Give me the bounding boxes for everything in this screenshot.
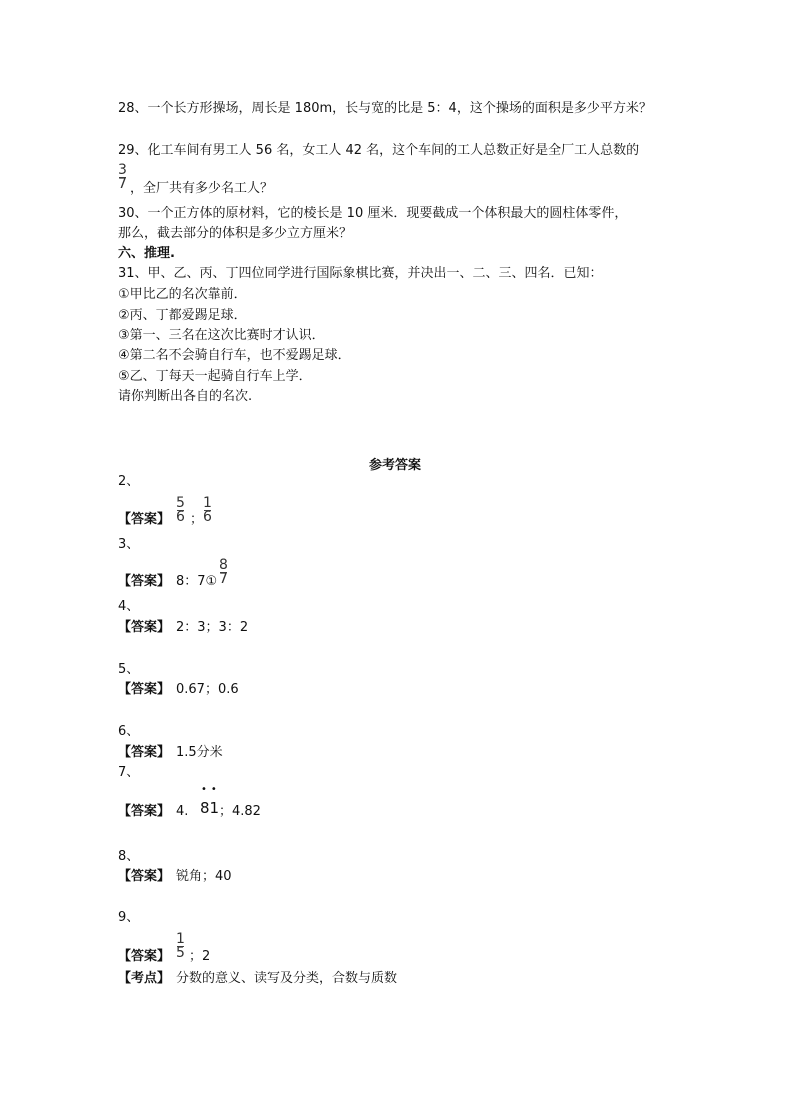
answer-9-kaodian: 分数的意义、读写及分类，合数与质数 bbox=[176, 971, 398, 986]
section-heading-reasoning: 六、推理. bbox=[118, 246, 175, 261]
answer-9-number: 9、 bbox=[118, 910, 140, 925]
answer-5-number: 5、 bbox=[118, 662, 140, 677]
condition-3: ③第一、三名在这次比赛时才认识． bbox=[118, 328, 325, 343]
kaodian-label: 【考点】 bbox=[118, 971, 171, 986]
question-29-line2: ，全厂共有多少名工人？ bbox=[130, 181, 274, 196]
answer-9-text: ；2 bbox=[189, 949, 211, 964]
question-29-line1: 29、化工车间有男工人 56 名，女工人 42 名，这个车间的工人总数正好是全厂工人总数的 bbox=[118, 143, 640, 158]
answer-label: 【答案】 bbox=[118, 574, 171, 589]
condition-5: ⑤乙、丁每天一起骑自行车上学． bbox=[118, 369, 312, 384]
answer-label: 【答案】 bbox=[118, 804, 171, 819]
fraction-denominator: 6 bbox=[176, 509, 185, 525]
answer-6-text: 1.5分米 bbox=[176, 745, 223, 760]
fraction-denominator: 7 bbox=[219, 571, 228, 587]
fraction-3-7 bbox=[118, 164, 127, 191]
condition-1: ①甲比乙的名次靠前． bbox=[118, 287, 247, 302]
repeating-decimal-dots: •• bbox=[201, 784, 221, 795]
answer-label: 【答案】 bbox=[118, 682, 171, 697]
answer-separator: ； bbox=[190, 512, 204, 527]
answer-7-number: 7、 bbox=[118, 765, 140, 780]
answer-7-text-b: ；4.82 bbox=[219, 804, 261, 819]
answer-2-number: 2、 bbox=[118, 474, 140, 489]
question-31-ask: 请你判断出各自的名次. bbox=[118, 389, 253, 404]
answer-label: 【答案】 bbox=[118, 512, 171, 527]
answer-7-text-a: 4. bbox=[176, 804, 189, 819]
answer-label: 【答案】 bbox=[118, 869, 171, 884]
question-30-line1: 30、一个正方体的原材料，它的棱长是 10 厘米．现要截成一个体积最大的圆柱体零件， bbox=[118, 206, 628, 221]
answer-label: 【答案】 bbox=[118, 949, 171, 964]
fraction-denominator: 6 bbox=[203, 509, 212, 525]
fraction-numerator: 1 bbox=[203, 495, 212, 511]
fraction-8-7 bbox=[219, 559, 228, 586]
fraction-denominator: 7 bbox=[118, 176, 127, 192]
fraction-5-6 bbox=[176, 497, 185, 524]
answer-7-repeating-digits: 81 bbox=[200, 799, 220, 817]
fraction-denominator: 5 bbox=[176, 945, 185, 961]
question-28: 28、一个长方形操场，周长是 180m，长与宽的比是 5：4，这个操场的面积是多少平方米？ bbox=[118, 101, 652, 116]
fraction-1-6 bbox=[203, 497, 212, 524]
fraction-numerator: 5 bbox=[176, 495, 185, 511]
condition-4: ④第二名不会骑自行车，也不爱踢足球． bbox=[118, 348, 351, 363]
fraction-numerator: 3 bbox=[118, 162, 127, 178]
question-30-line2: 那么，截去部分的体积是多少立方厘米？ bbox=[118, 226, 353, 241]
answer-label: 【答案】 bbox=[118, 620, 171, 635]
answer-8-number: 8、 bbox=[118, 849, 140, 864]
answer-3-number: 3、 bbox=[118, 537, 140, 552]
answer-6-number: 6、 bbox=[118, 724, 140, 739]
answer-8-text: 锐角；40 bbox=[176, 869, 232, 884]
answers-heading: 参考答案 bbox=[368, 458, 421, 473]
answer-3-text: 8：7① bbox=[176, 574, 218, 589]
answer-4-text: 2：3；3：2 bbox=[176, 620, 249, 635]
fraction-numerator: 1 bbox=[176, 931, 185, 947]
answer-4-number: 4、 bbox=[118, 599, 140, 614]
question-31-intro: 31、甲、乙、丙、丁四位同学进行国际象棋比赛，并决出一、二、三、四名．已知： bbox=[118, 266, 603, 281]
answer-5-text: 0.67；0.6 bbox=[176, 682, 239, 697]
answer-label: 【答案】 bbox=[118, 745, 171, 760]
condition-2: ②丙、丁都爱踢足球． bbox=[118, 308, 247, 323]
fraction-numerator: 8 bbox=[219, 557, 228, 573]
fraction-1-5 bbox=[176, 933, 185, 960]
